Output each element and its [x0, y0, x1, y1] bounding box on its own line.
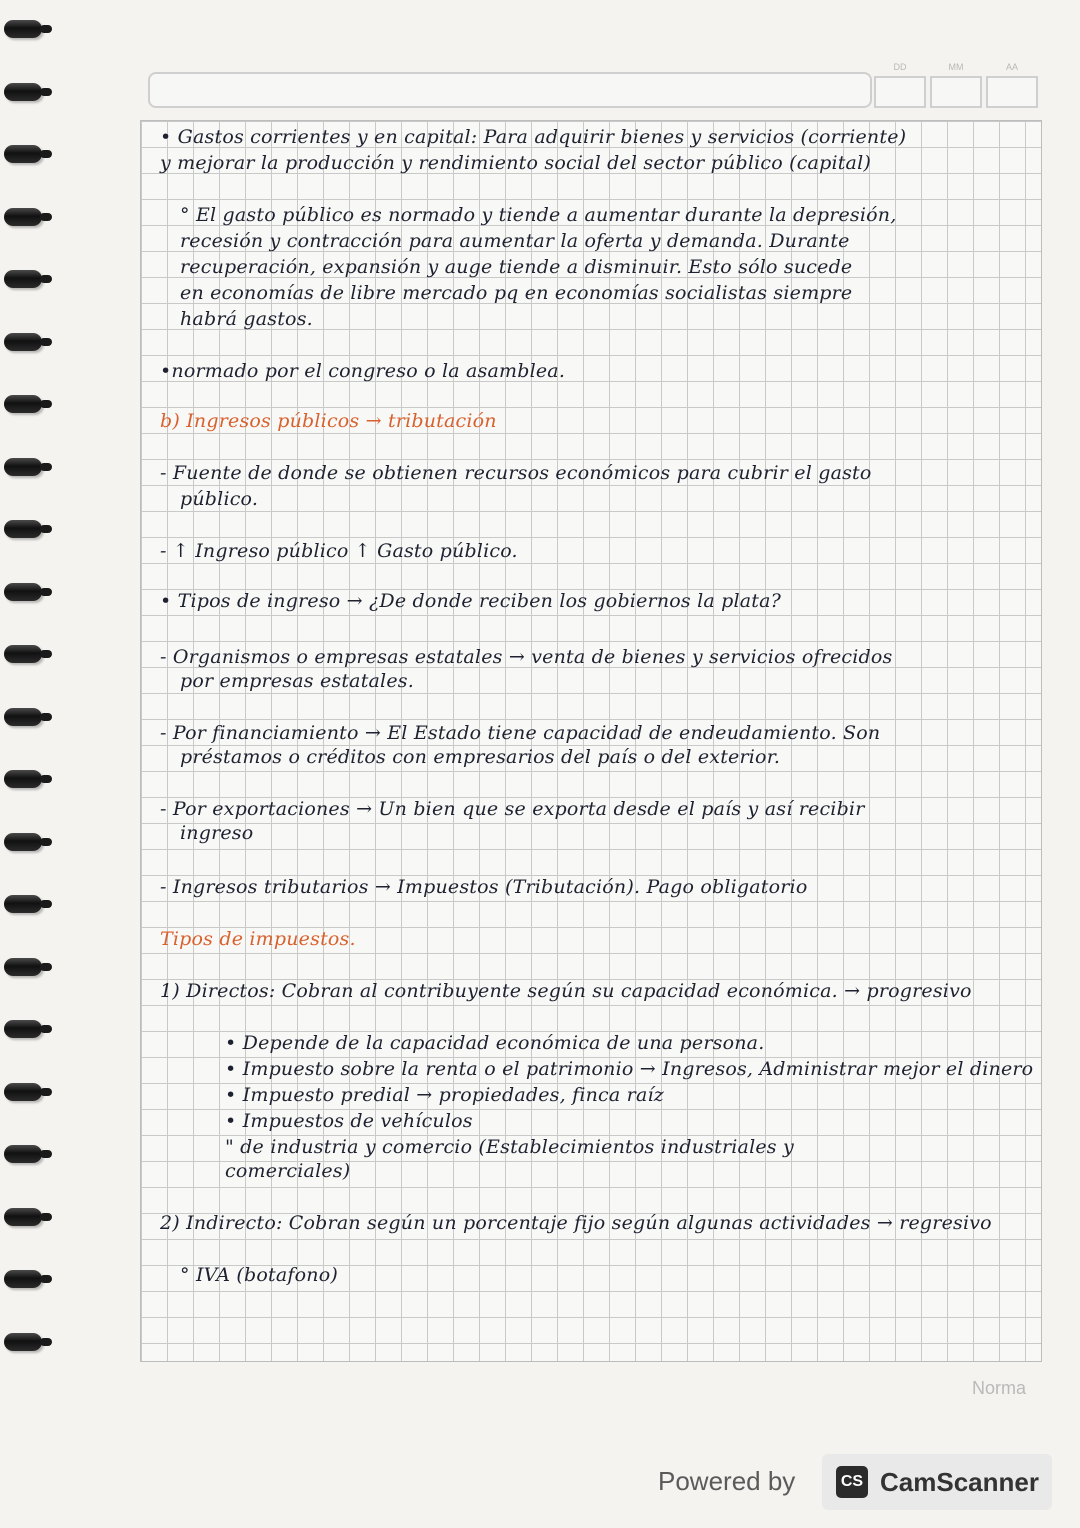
note-line: - ↑ Ingreso público ↑ Gasto público. [160, 540, 518, 562]
spiral-ring [4, 958, 42, 976]
note-line: - Ingresos tributarios → Impuestos (Tributación). Pago obligatorio [160, 876, 808, 898]
spiral-ring [4, 208, 42, 226]
note-line: • Gastos corrientes y en capital: Para adquirir bienes y servicios (corriente) [160, 126, 907, 148]
spiral-ring [4, 1208, 42, 1226]
note-line: en economías de libre mercado pq en economías socialistas siempre [180, 282, 853, 304]
notebook-brand-logo: Norma [971, 1378, 1026, 1398]
date-month-label: MM [948, 62, 964, 72]
note-line: ° El gasto público es normado y tiende a aumentar durante la depresión, [180, 204, 897, 226]
spiral-ring [4, 645, 42, 663]
spiral-ring [4, 1333, 42, 1351]
spiral-ring [4, 1270, 42, 1288]
note-line: comerciales) [225, 1160, 351, 1182]
spiral-ring [4, 708, 42, 726]
note-line: • Impuesto predial → propiedades, finca raíz [225, 1084, 664, 1106]
camscanner-icon: CS [836, 1466, 868, 1498]
date-boxes [870, 62, 1038, 106]
note-line: " de industria y comercio (Establecimientos industriales y [225, 1136, 794, 1158]
title-box [148, 72, 872, 108]
note-line: ingreso [180, 822, 254, 844]
spiral-binding [0, 20, 60, 1400]
spiral-ring [4, 20, 42, 38]
spiral-ring [4, 145, 42, 163]
note-line: recesión y contracción para aumentar la oferta y demanda. Durante [180, 230, 850, 252]
note-line: 1) Directos: Cobran al contribuyente según su capacidad económica. → progresivo [160, 980, 972, 1002]
note-line: • Impuestos de vehículos [225, 1110, 473, 1132]
camscanner-name: CamScanner [880, 1466, 1039, 1497]
spiral-ring [4, 270, 42, 288]
spiral-ring [4, 895, 42, 913]
spiral-ring [4, 333, 42, 351]
spiral-ring [4, 1020, 42, 1038]
note-line: y mejorar la producción y rendimiento social del sector público (capital) [160, 152, 871, 174]
spiral-ring [4, 1083, 42, 1101]
spiral-ring [4, 770, 42, 788]
spiral-ring [4, 583, 42, 601]
date-year-cell [986, 62, 1038, 108]
note-line: • Impuesto sobre la renta o el patrimonio → Ingresos, Administrar mejor el dinero [225, 1058, 1034, 1080]
note-line: ° IVA (botafono) [180, 1264, 338, 1286]
note-line: - Por exportaciones → Un bien que se exporta desde el país y así recibir [160, 798, 865, 820]
note-line: - Organismos o empresas estatales → venta de bienes y servicios ofrecidos [160, 646, 893, 668]
note-line: •normado por el congreso o la asamblea. [160, 360, 566, 382]
spiral-ring [4, 458, 42, 476]
section-heading-ingresos: b) Ingresos públicos → tributación [160, 410, 497, 432]
spiral-ring [4, 1145, 42, 1163]
section-heading-impuestos: Tipos de impuestos. [160, 928, 356, 950]
camscanner-badge [822, 1454, 1052, 1510]
spiral-ring [4, 83, 42, 101]
powered-by-label: Powered by [658, 1466, 796, 1496]
note-line: • Depende de la capacidad económica de una persona. [225, 1032, 765, 1054]
date-day-cell [874, 62, 926, 108]
date-month-cell [930, 62, 982, 108]
note-line: recuperación, expansión y auge tiende a disminuir. Esto sólo sucede [180, 256, 853, 278]
note-line: préstamos o créditos con empresarios del país o del exterior. [180, 746, 781, 768]
note-line: - Fuente de donde se obtienen recursos económicos para cubrir el gasto [160, 462, 872, 484]
spiral-ring [4, 833, 42, 851]
note-line: • Tipos de ingreso → ¿De donde reciben los gobiernos la plata? [160, 590, 782, 612]
note-line: - Por financiamiento → El Estado tiene capacidad de endeudamiento. Son [160, 722, 881, 744]
note-line: por empresas estatales. [180, 670, 414, 692]
date-day-label: DD [893, 62, 907, 72]
date-year-label: AA [1005, 62, 1018, 72]
spiral-ring [4, 395, 42, 413]
note-line: habrá gastos. [180, 308, 313, 330]
note-line: público. [180, 488, 259, 510]
note-line: 2) Indirecto: Cobran según un porcentaje fijo según algunas actividades → regresivo [160, 1212, 992, 1234]
spiral-ring [4, 520, 42, 538]
